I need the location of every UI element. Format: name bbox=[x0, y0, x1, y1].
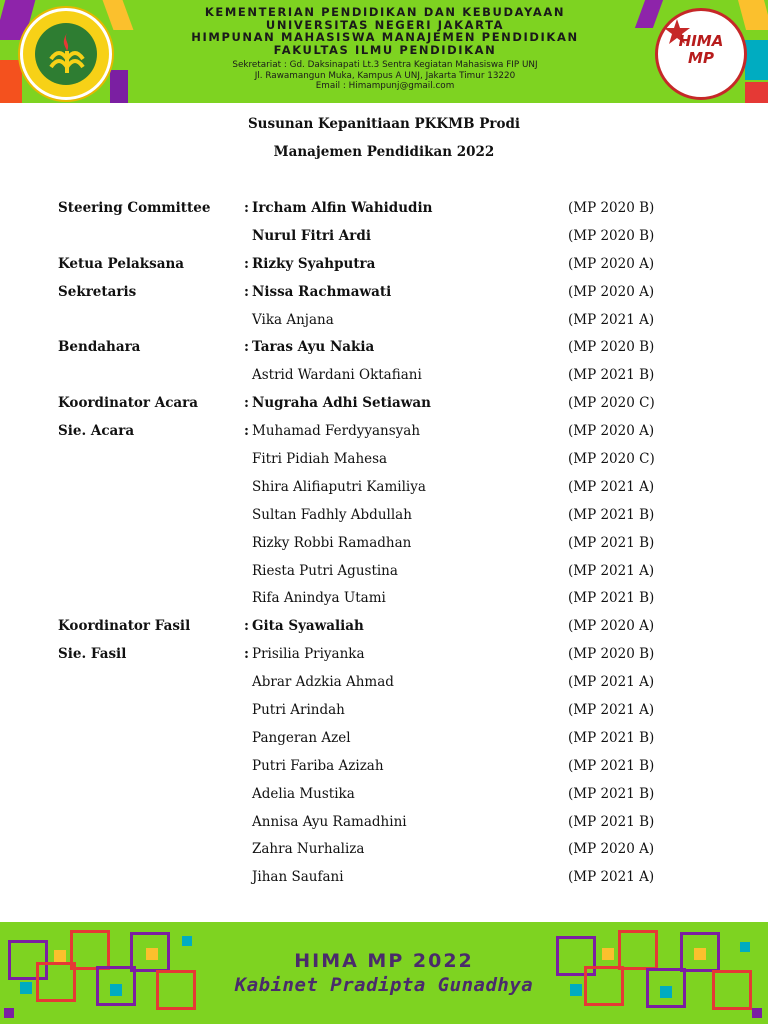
member-class: (MP 2020 A) bbox=[568, 841, 655, 858]
member-name: Abrar Adzkia Ahmad bbox=[252, 674, 394, 691]
document-title: Susunan Kepanitiaan PKKMB Prodi bbox=[247, 116, 521, 132]
committee-row bbox=[0, 837, 768, 865]
document-subtitle: Manajemen Pendidikan 2022 bbox=[273, 144, 495, 160]
decorative-square bbox=[182, 936, 192, 946]
committee-row bbox=[0, 865, 768, 893]
role-label: Koordinator Fasil bbox=[58, 618, 191, 635]
committee-row bbox=[0, 196, 768, 224]
member-class: (MP 2020 C) bbox=[568, 451, 655, 468]
address-line-2: Jl. Rawamangun Muka, Kampus A UNJ, Jakarta Timur 13220 bbox=[254, 70, 516, 81]
member-name: Ircham Alfin Wahidudin bbox=[252, 200, 433, 216]
address-line-1: Sekretariat : Gd. Daksinapati Lt.3 Sentra Kegiatan Mahasiswa FIP UNJ bbox=[232, 60, 538, 70]
member-class: (MP 2021 A) bbox=[568, 674, 655, 691]
role-label: Koordinator Acara bbox=[58, 395, 199, 412]
member-class: (MP 2020 A) bbox=[568, 423, 655, 440]
decorative-square bbox=[4, 1008, 14, 1018]
committee-row bbox=[0, 224, 768, 252]
colon-separator: : bbox=[244, 646, 249, 663]
committee-row bbox=[0, 280, 768, 308]
member-class: (MP 2021 A) bbox=[568, 869, 655, 886]
university-name: UNIVERSITAS NEGERI JAKARTA bbox=[265, 17, 505, 32]
committee-row bbox=[0, 447, 768, 475]
decorative-square bbox=[712, 970, 752, 1010]
committee-row bbox=[0, 642, 768, 670]
member-name: Astrid Wardani Oktafiani bbox=[252, 367, 422, 384]
committee-row bbox=[0, 531, 768, 559]
decorative-shape bbox=[738, 0, 768, 30]
committee-row bbox=[0, 335, 768, 363]
member-class: (MP 2020 B) bbox=[568, 200, 655, 216]
footer-banner bbox=[0, 922, 768, 1024]
committee-row bbox=[0, 670, 768, 698]
member-name: Taras Ayu Nakia bbox=[252, 339, 375, 356]
role-label: Steering Committee bbox=[58, 200, 211, 216]
unj-logo bbox=[20, 8, 112, 100]
footer-title: HIMA MP 2022 bbox=[294, 950, 474, 972]
member-class: (MP 2020 B) bbox=[568, 339, 655, 356]
member-class: (MP 2020 B) bbox=[568, 646, 655, 663]
member-name: Nissa Rachmawati bbox=[252, 283, 392, 300]
decorative-square bbox=[570, 984, 582, 996]
ministry-name: KEMENTERIAN PENDIDIKAN DAN KEBUDAYAAN bbox=[204, 5, 566, 19]
member-class: (MP 2021 B) bbox=[568, 534, 655, 551]
member-name: Gita Syawaliah bbox=[252, 618, 364, 635]
email-line: Email : Himampunj@gmail.com bbox=[315, 81, 455, 91]
decorative-square bbox=[70, 930, 110, 970]
decorative-square bbox=[146, 948, 158, 960]
member-name: Prisilia Priyanka bbox=[252, 646, 365, 663]
decorative-square bbox=[156, 970, 196, 1010]
role-label: Sie. Fasil bbox=[58, 646, 127, 663]
colon-separator: : bbox=[244, 339, 249, 356]
member-class: (MP 2021 B) bbox=[568, 757, 655, 774]
member-class: (MP 2021 B) bbox=[568, 506, 655, 523]
member-name: Sultan Fadhly Abdullah bbox=[252, 506, 412, 523]
member-name: Putri Fariba Azizah bbox=[252, 757, 384, 774]
member-name: Shira Alifiaputri Kamiliya bbox=[252, 478, 426, 495]
member-name: Zahra Nurhaliza bbox=[252, 841, 365, 858]
decorative-shape bbox=[103, 0, 134, 30]
footer-cabinet-name: Kabinet Pradipta Gunadhya bbox=[234, 974, 534, 996]
committee-list bbox=[0, 196, 768, 893]
member-name: Adelia Mustika bbox=[252, 785, 355, 802]
role-label: Sekretaris bbox=[58, 283, 137, 300]
member-class: (MP 2021 A) bbox=[568, 702, 655, 719]
decorative-square bbox=[740, 942, 750, 952]
member-name: Nugraha Adhi Setiawan bbox=[252, 395, 431, 412]
member-class: (MP 2021 B) bbox=[568, 590, 655, 607]
member-class: (MP 2021 B) bbox=[568, 729, 655, 746]
committee-row bbox=[0, 503, 768, 531]
member-class: (MP 2020 C) bbox=[568, 395, 655, 412]
member-class: (MP 2021 A) bbox=[568, 478, 655, 495]
decorative-square bbox=[20, 982, 32, 994]
member-name: Vika Anjana bbox=[252, 311, 334, 328]
committee-row bbox=[0, 614, 768, 642]
member-class: (MP 2021 B) bbox=[568, 367, 655, 384]
committee-row bbox=[0, 586, 768, 614]
committee-row bbox=[0, 475, 768, 503]
decorative-shape bbox=[0, 60, 22, 103]
member-name: Fitri Pidiah Mahesa bbox=[252, 451, 388, 468]
decorative-shape bbox=[745, 40, 768, 80]
faculty-name: FAKULTAS ILMU PENDIDIKAN bbox=[273, 42, 497, 57]
colon-separator: : bbox=[244, 283, 249, 300]
committee-row bbox=[0, 698, 768, 726]
decorative-square bbox=[752, 1008, 762, 1018]
colon-separator: : bbox=[244, 618, 249, 635]
decorative-square bbox=[602, 948, 614, 960]
hima-mp-logo-text: HIMA MP bbox=[678, 32, 724, 67]
member-class: (MP 2021 B) bbox=[568, 813, 655, 830]
decorative-square bbox=[618, 930, 658, 970]
committee-row bbox=[0, 363, 768, 391]
committee-row bbox=[0, 559, 768, 587]
role-label: Bendahara bbox=[58, 339, 141, 356]
member-name: Annisa Ayu Ramadhini bbox=[252, 813, 407, 830]
colon-separator: : bbox=[244, 200, 249, 216]
hima-mp-logo bbox=[655, 8, 747, 100]
member-name: Pangeran Azel bbox=[252, 729, 351, 746]
colon-separator: : bbox=[244, 255, 249, 272]
member-name: Riesta Putri Agustina bbox=[252, 562, 398, 579]
decorative-square bbox=[694, 948, 706, 960]
decorative-square bbox=[584, 966, 624, 1006]
member-name: Muhamad Ferdyyansyah bbox=[252, 423, 421, 440]
header-text-block bbox=[130, 6, 640, 92]
member-name: Putri Arindah bbox=[252, 702, 345, 719]
committee-row bbox=[0, 754, 768, 782]
member-name: Rizky Syahputra bbox=[252, 255, 376, 272]
member-class: (MP 2020 A) bbox=[568, 283, 655, 300]
committee-row bbox=[0, 419, 768, 447]
member-name: Nurul Fitri Ardi bbox=[252, 227, 371, 244]
decorative-square bbox=[110, 984, 122, 996]
member-name: Rizky Robbi Ramadhan bbox=[252, 534, 412, 551]
letterhead-header bbox=[0, 0, 768, 103]
committee-row bbox=[0, 391, 768, 419]
member-class: (MP 2021 A) bbox=[568, 311, 655, 328]
decorative-shape bbox=[110, 70, 128, 103]
committee-row bbox=[0, 726, 768, 754]
committee-row bbox=[0, 252, 768, 280]
member-class: (MP 2021 B) bbox=[568, 785, 655, 802]
organization-name: HIMPUNAN MAHASISWA MANAJEMEN PENDIDIKAN bbox=[191, 30, 579, 44]
decorative-square bbox=[660, 986, 672, 998]
member-class: (MP 2021 A) bbox=[568, 562, 655, 579]
committee-row bbox=[0, 782, 768, 810]
role-label: Sie. Acara bbox=[58, 423, 135, 440]
committee-row bbox=[0, 308, 768, 336]
decorative-shape bbox=[745, 82, 768, 103]
member-class: (MP 2020 A) bbox=[568, 618, 655, 635]
committee-row bbox=[0, 810, 768, 838]
decorative-square bbox=[54, 950, 66, 962]
member-name: Jihan Saufani bbox=[252, 869, 344, 886]
colon-separator: : bbox=[244, 395, 249, 412]
member-class: (MP 2020 B) bbox=[568, 227, 655, 244]
colon-separator: : bbox=[244, 423, 249, 440]
member-name: Rifa Anindya Utami bbox=[252, 590, 386, 607]
role-label: Ketua Pelaksana bbox=[58, 255, 185, 272]
member-class: (MP 2020 A) bbox=[568, 255, 655, 272]
